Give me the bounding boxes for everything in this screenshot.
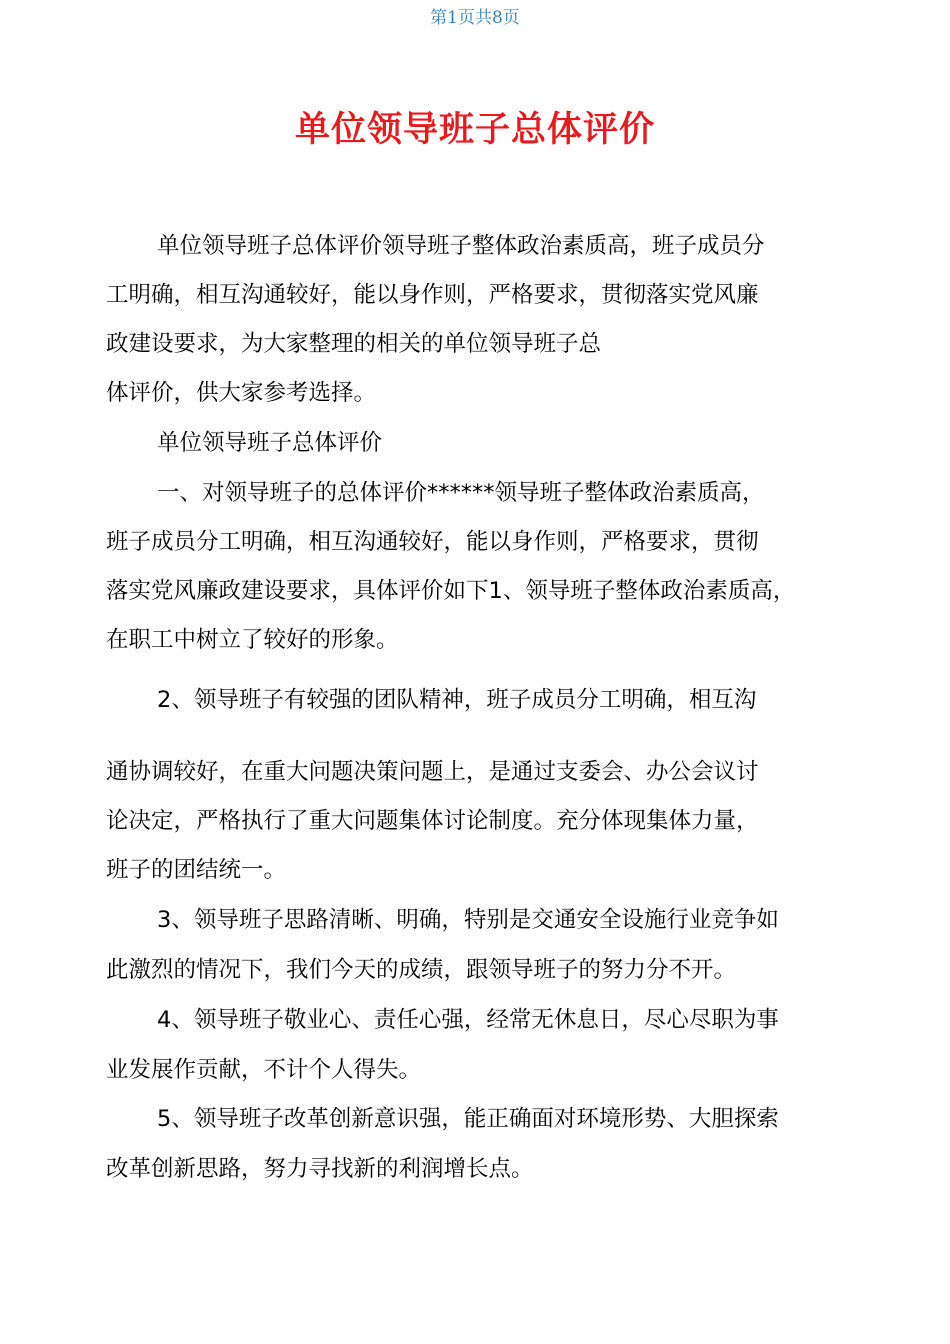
body-line: 业发展作贡献，不计个人得失。 (106, 1057, 422, 1083)
body-line: 改革创新思路，努力寻找新的利润增长点。 (106, 1156, 534, 1182)
body-line: 工明确，相互沟通较好，能以身作则，严格要求，贯彻落实党风廉 (106, 282, 759, 308)
body-line: 3、领导班子思路清晰、明确，特别是交通安全设施行业竞争如 (157, 907, 779, 933)
body-line: 政建设要求，为大家整理的相关的单位领导班子总 (106, 331, 602, 357)
page-indicator: 第1页共8页 (430, 8, 520, 28)
body-line: 4、领导班子敬业心、责任心强，经常无休息日，尽心尽职为事 (157, 1007, 779, 1033)
body-line: 通协调较好，在重大问题决策问题上，是通过支委会、办公会议讨 (106, 759, 759, 785)
document-title: 单位领导班子总体评价 (294, 110, 655, 150)
body-line: 班子的团结统一。 (106, 857, 287, 883)
body-line: 班子成员分工明确，相互沟通较好，能以身作则，严格要求，贯彻 (106, 529, 759, 555)
body-line: 体评价，供大家参考选择。 (106, 380, 377, 406)
body-line: 一、对领导班子的总体评价******领导班子整体政治素质高， (157, 480, 765, 506)
body-line: 2、领导班子有较强的团队精神，班子成员分工明确，相互沟 (157, 687, 757, 713)
body-line: 单位领导班子总体评价领导班子整体政治素质高，班子成员分 (157, 233, 765, 259)
body-line: 落实党风廉政建设要求，具体评价如下1、领导班子整体政治素质高， (106, 578, 796, 604)
body-line: 单位领导班子总体评价 (157, 430, 383, 456)
body-line: 5、领导班子改革创新意识强，能正确面对环境形势、大胆探索 (157, 1106, 779, 1132)
body-line: 论决定，严格执行了重大问题集体讨论制度。充分体现集体力量， (106, 808, 759, 834)
body-line: 在职工中树立了较好的形象。 (106, 627, 399, 653)
body-line: 此激烈的情况下，我们今天的成绩，跟领导班子的努力分不开。 (106, 957, 737, 983)
